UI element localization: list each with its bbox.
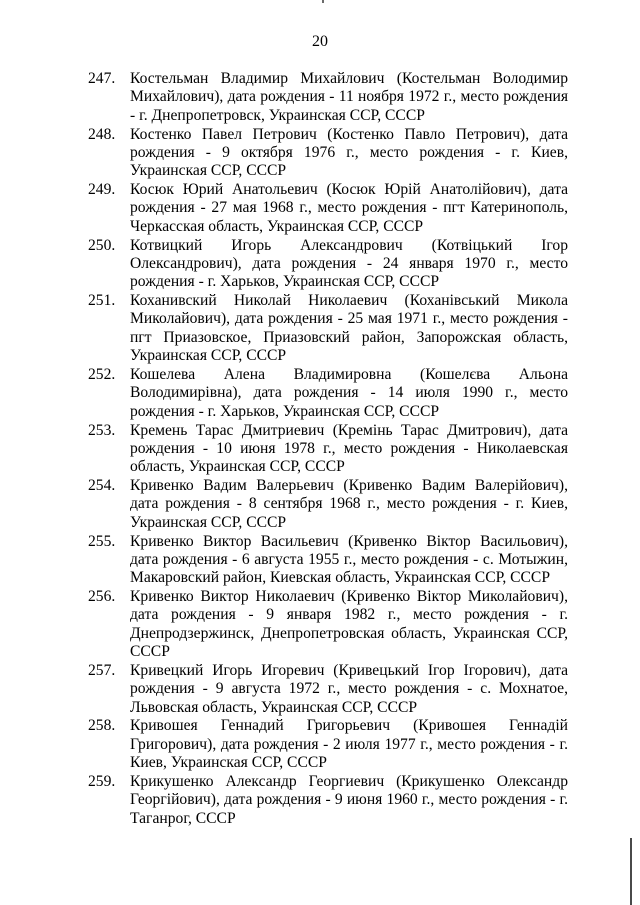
list-item	[88, 422, 568, 477]
entry-text: Кошелева Алена Владимировна (Кошелєва Альона Володимирівна), дата рождения - 14 июля 1990 г., место рождения - г. Харьков, Украинская ССР, СССР	[130, 365, 568, 420]
list-item	[88, 717, 568, 772]
entry-number: 253.	[88, 421, 116, 439]
entry-number: 258.	[88, 717, 116, 735]
scan-artifact-edge	[630, 838, 632, 905]
entry-text: Косюк Юрий Анатольевич (Косюк Юрій Анатолійович), дата рождения - 27 мая 1968 г., место рождения - пгт Катеринополь, Черкасская область, Украинская ССР, СССР	[130, 181, 568, 235]
entry-text: Кривенко Виктор Николаевич (Кривенко Віктор Миколайович), дата рождения - 9 января 1982 г., место рождения - г. Днепродзержинск, Днепропетровская область, Украинская ССР, СССР	[130, 588, 568, 661]
list-item	[88, 773, 568, 828]
list-item	[88, 237, 568, 292]
entry-number: 252.	[88, 365, 116, 383]
entry-number: 259.	[88, 773, 116, 790]
entry-text: Костельман Владимир Михайлович (Костельман Володимир Михайлович), дата рождения - 11 ноября 1972 г., место рождения - г. Днепропетровск, Украинская ССР, СССР	[130, 70, 568, 124]
scan-artifact-top	[322, 0, 324, 3]
entry-text: Кривенко Виктор Васильевич (Кривенко Віктор Васильович), дата рождения - 6 августа 1955 г., место рождения - с. Мотыжин, Макаровский район, Киевская область, Украинская ССР, СССР	[130, 532, 568, 587]
entry-number: 248.	[88, 125, 116, 143]
entry-text: Костенко Павел Петрович (Костенко Павло Петрович), дата рождения - 9 октября 1976 г., место рождения - г. Киев, Украинская ССР, СССР	[130, 125, 568, 180]
entry-text: Котвицкий Игорь Александрович (Котвіцький Ігор Олександрович), дата рождения - 24 января 1970 г., место рождения - г. Харьков, Украинская ССР, СССР	[130, 236, 568, 291]
list-item	[88, 588, 568, 662]
entry-number: 247.	[88, 70, 116, 87]
entry-number: 249.	[88, 181, 116, 199]
list-item	[88, 477, 568, 532]
page-number: 20	[312, 33, 328, 50]
entry-text: Крикушенко Александр Георгиевич (Крикушенко Олександр Георгійович), дата рождения - 9 июня 1960 г., место рождения - г. Таганрог, СССР	[130, 773, 568, 827]
list-item	[88, 366, 568, 421]
entry-text: Кремень Тарас Дмитриевич (Кремінь Тарас Дмитрович), дата рождения - 10 июня 1978 г., место рождения - Николаевская область, Украинская ССР, СССР	[130, 421, 568, 476]
entry-number: 250.	[88, 236, 116, 254]
list-item	[88, 126, 568, 181]
entry-number: 257.	[88, 661, 116, 679]
entry-number: 251.	[88, 292, 116, 310]
list-item	[88, 662, 568, 717]
entry-number: 254.	[88, 477, 116, 495]
list-item	[88, 181, 568, 236]
list-item	[88, 70, 568, 125]
entry-text: Кривенко Вадим Валерьевич (Кривенко Вадим Валерійович), дата рождения - 8 сентября 1968 г., место рождения - г. Киев, Украинская ССР, СССР	[130, 477, 568, 531]
list-item	[88, 292, 568, 366]
list-item	[88, 533, 568, 588]
entry-list	[88, 70, 568, 829]
entry-text: Кривецкий Игорь Игоревич (Кривецький Ігор Ігорович), дата рождения - 9 августа 1972 г., место рождения - с. Мохнатое, Львовская область, Украинская ССР, СССР	[130, 661, 568, 716]
entry-number: 255.	[88, 532, 116, 550]
entry-text: Коханивский Николай Николаевич (Коханівський Микола Миколайович), дата рождения - 25 мая 1971 г., место рождения - пгт Приазовское, Приазовский район, Запорожская область, Украинская ССР, СССР	[130, 292, 568, 365]
entry-text: Кривошея Геннадий Григорьевич (Кривошея Геннадій Григорович), дата рождения - 2 июля 1977 г., место рождения - г. Киев, Украинская ССР, СССР	[130, 717, 568, 772]
entry-number: 256.	[88, 588, 116, 606]
